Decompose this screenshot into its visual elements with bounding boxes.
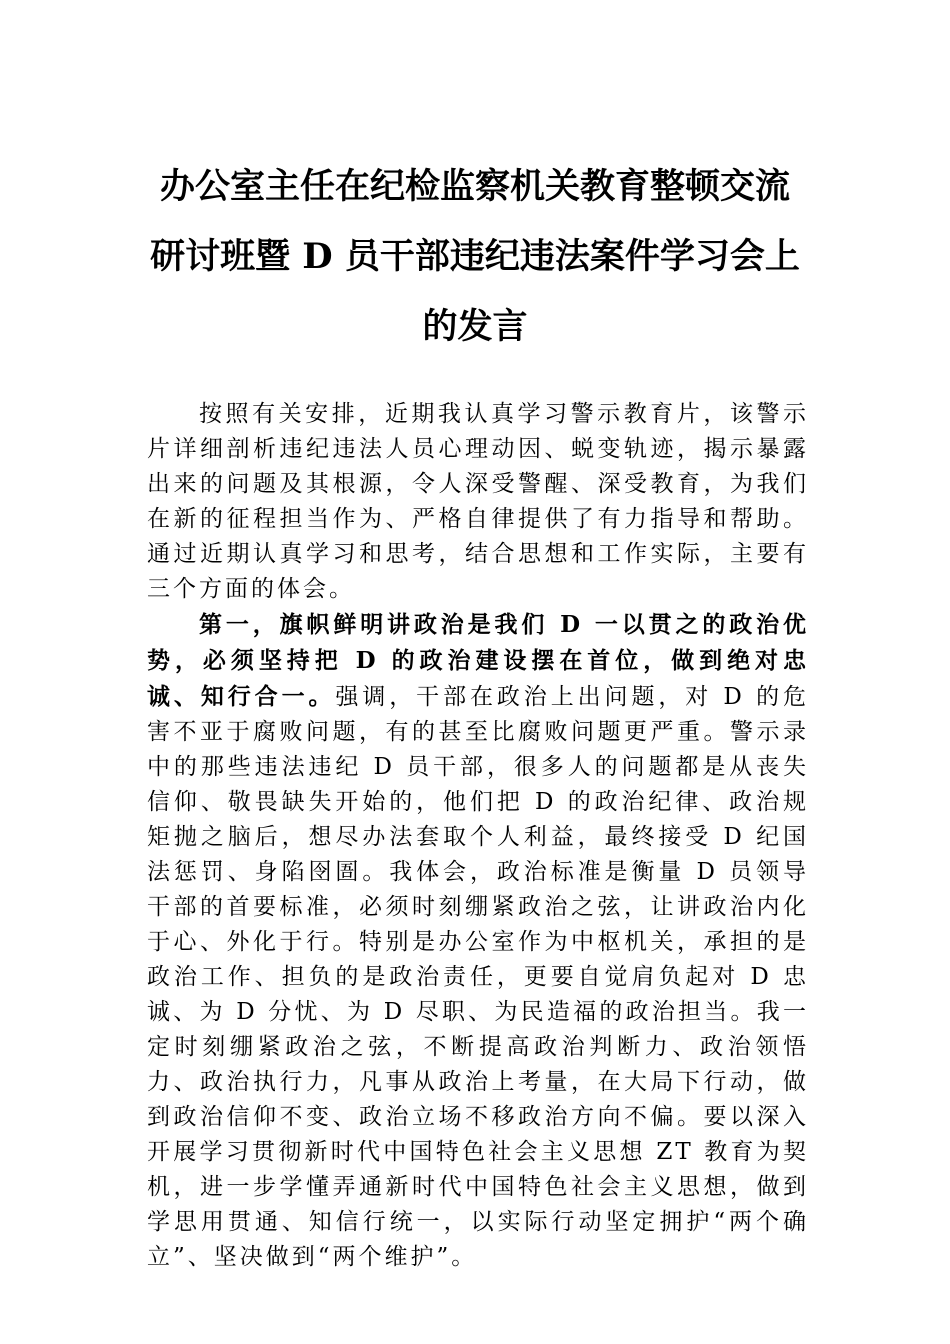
paragraph-first-point-text: 强调，干部在政治上出问题，对 D 的危害不亚于腐败问题，有的甚至比腐败问题更严重。警示录中的那些违法违纪 D 员干部，很多人的问题都是从丧失信仰、敬畏缺失开始的，他们把 D 的政治纪律、政治规矩抛之脑后，想尽办法套取个人利益，最终接受 D 纪国法惩罚、身陷囹圄。我体会，政治标准是衡量 D 员领导干部的首要标准，必须时刻绷紧政治之弦，让讲政治内化于心、外化于行。特别是办公室作为中枢机关，承担的是政治工作、担负的是政治责任，更要自觉肩负起对 D 忠诚、为 D 分忧、为 D 尽职、为民造福的政治担当。我一定时刻绷紧政治之弦，不断提高政治判断力、政治领悟力、政治执行力，凡事从政治上考量，在大局下行动，做到政治信仰不变、政治立场不移政治方向不偏。要以深入开展学习贯彻新时代中国特色社会主义思想 ZT 教育为契机，进一步学懂弄通新时代中国特色社会主义思想，做到学思用贯通、知信行统一，以实际行动坚定拥护“两个确立”、坚决做到“两个维护”。: [147, 684, 810, 1270]
paragraph-first-point-heading: 第一，旗帜鲜明讲政治是我们 D 一以贯之的政治优势，必须坚持把 D 的政治建设摆在首位，做到绝对忠诚、知行合一。: [147, 611, 809, 710]
title-line-3: 的发言: [422, 306, 528, 347]
paragraph-intro: [147, 396, 809, 607]
document-body: [147, 396, 809, 1275]
title-line-1: 办公室主任在纪检监察机关教育整顿交流: [159, 166, 790, 207]
title-line-2: 研讨班暨 D 员干部违纪违法案件学习会上: [150, 236, 800, 277]
paragraph-intro-text: 按照有关安排，近期我认真学习警示教育片，该警示片详细剖析违纪违法人员心理动因、蜕变轨迹，揭示暴露出来的问题及其根源，令人深受警醒、深受教育，为我们在新的征程担当作为、严格自律提供了有力指导和帮助。通过近期认真学习和思考，结合思想和工作实际，主要有三个方面的体会。: [147, 401, 809, 602]
paragraph-first-point: [147, 607, 809, 1275]
document-title: [120, 152, 830, 362]
